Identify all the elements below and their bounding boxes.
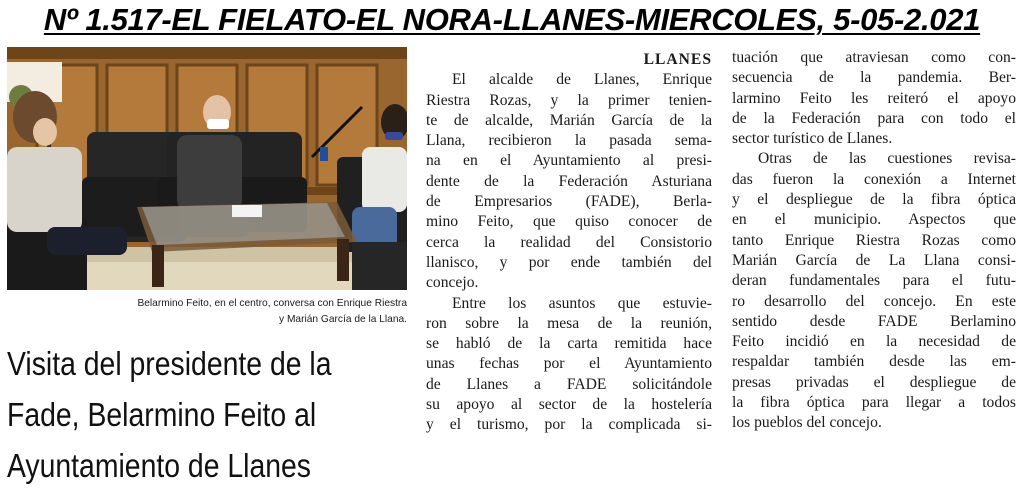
body-line: y el despliegue de la fibra óptica (732, 191, 1016, 209)
body-line: Llana, recibieron la pasada sema- (426, 132, 712, 150)
body-line: Riestra Rozas, y la primer tenien- (426, 91, 712, 109)
body-line: Feito incidió en la necesidad de (732, 333, 1016, 351)
headline-line: Fade, Belarmino Feito al (7, 396, 317, 433)
body-line: de Llanes a FADE solicitándole (426, 375, 712, 393)
body-line: unas fechas por el Ayuntamiento (426, 355, 712, 373)
body-line: mino Feito, que quiso conocer de (426, 213, 712, 231)
body-line: presas privadas el despliegue de (732, 373, 1016, 391)
body-line: sentido desde FADE Berlamino (732, 312, 1016, 330)
body-line: llanisco, y por ende también del (426, 253, 712, 271)
body-line: Marián García de La Llana consi- (732, 251, 1016, 269)
body-line: se habló de la carta remitida hace (426, 335, 712, 353)
body-line: y el turismo, por la complicada si- (426, 416, 712, 434)
body-line: cerca la realidad del Consistorio (426, 233, 712, 251)
body-line: te de alcalde, Marián García de la (426, 111, 712, 129)
body-line: tuación que atraviesan como con- (732, 49, 1016, 66)
newspaper-banner (0, 0, 1024, 40)
body-line: ro desarrollo del concejo. En este (732, 292, 1016, 310)
body-line: Entre los asuntos que estuvie- (452, 294, 712, 312)
body-line: en el municipio. Aspectos que (732, 211, 1016, 229)
body-line: larmino Feito les reiteró el apoyo (732, 89, 1016, 107)
body-line: los pueblos del concejo. (732, 414, 882, 432)
banner-title: Nº 1.517-EL FIELATO-EL NORA-LLANES-MIERCOLES, 5-05-2.021 (43, 2, 981, 37)
body-line: respaldar también desde las em- (732, 353, 1016, 371)
body-line: das fueron la conexión a Internet (732, 170, 1016, 188)
body-line: sector turístico de Llanes. (732, 130, 893, 148)
article-headline (7, 338, 355, 491)
body-line: deran fundamentales para el futu- (732, 272, 1016, 290)
body-line: secuencia de la pandemia. Ber- (732, 69, 1016, 87)
body-line: de la Federación para con todo el (732, 109, 1016, 127)
body-line: su apoyo al sector de la hostelería (426, 396, 712, 414)
dateline: LLANES (643, 51, 712, 68)
headline-line: Ayuntamiento de Llanes (7, 447, 311, 484)
article-column-1 (426, 50, 712, 436)
body-line: de Empresarios (FADE), Berla- (426, 193, 712, 211)
body-line: ron sobre la mesa de la reunión, (426, 314, 712, 332)
body-line: El alcalde de Llanes, Enrique (452, 71, 712, 89)
body-line: Otras de las cuestiones revisa- (758, 150, 1016, 168)
article-column-2 (732, 48, 1016, 434)
body-line: la fibra óptica para llegar a todos (732, 394, 1016, 412)
body-line: dente de la Federación Asturiana (426, 172, 712, 190)
body-line: na en el Ayuntamiento al presi- (426, 152, 712, 170)
body-line: tanto Enrique Riestra Rozas como (732, 231, 1016, 249)
news-photo (7, 47, 407, 290)
caption-line: Belarmino Feito, en el centro, conversa con Enrique Riestra (137, 298, 407, 309)
photo-caption (7, 296, 407, 328)
headline-line: Visita del presidente de la (7, 345, 332, 382)
body-line: concejo. (426, 274, 479, 292)
caption-line: y Marián García de la Llana. (279, 314, 407, 325)
